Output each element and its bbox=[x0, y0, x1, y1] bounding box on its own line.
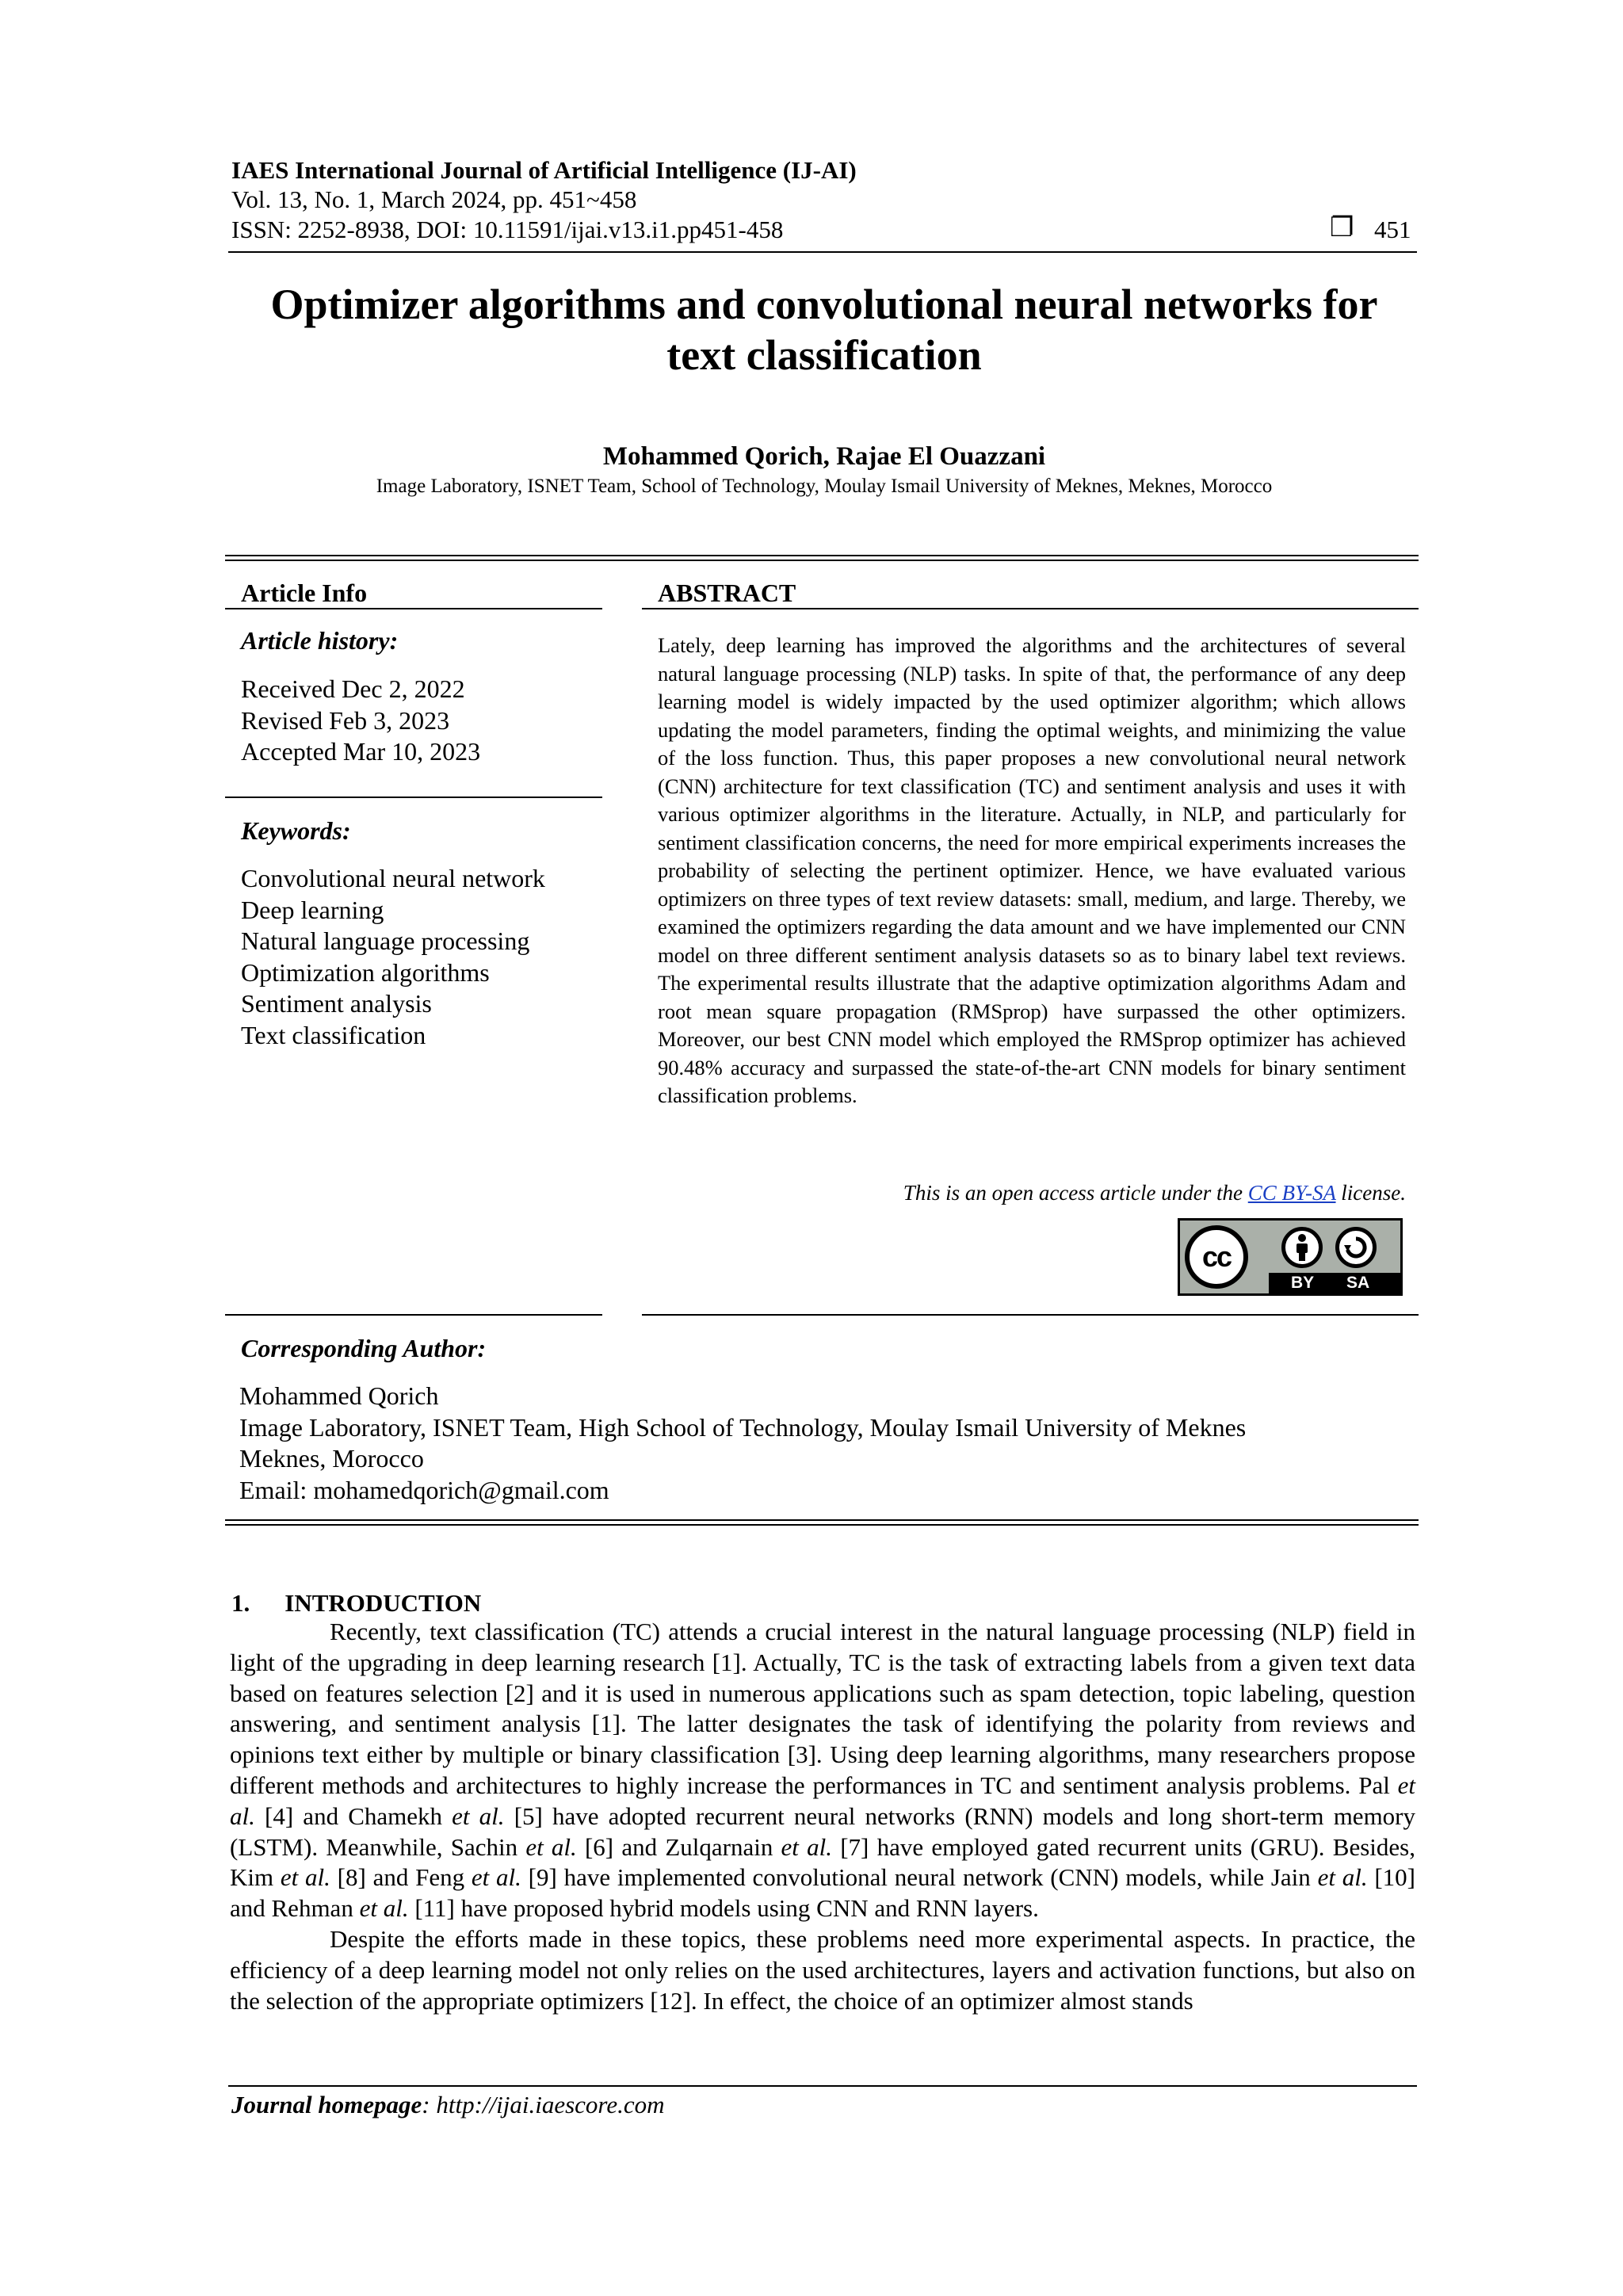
abstract-bottom-rule bbox=[642, 1314, 1419, 1316]
et-al: et al. bbox=[1317, 1863, 1368, 1892]
keywords-heading: Keywords: bbox=[241, 816, 351, 845]
et-al: et al. bbox=[471, 1863, 521, 1892]
corresponding-affiliation: Image Laboratory, ISNET Team, High School of Technology, Moulay Ismail University of Meknes bbox=[239, 1412, 1247, 1442]
open-access-notice bbox=[658, 1181, 1406, 1205]
info-box-top-rule-2 bbox=[225, 560, 1419, 561]
text-run: [10] and Rehman bbox=[230, 1863, 1416, 1923]
keyword-item: Convolutional neural network bbox=[241, 864, 545, 892]
title-line-1: Optimizer algorithms and convolutional neural networks for bbox=[270, 281, 1378, 328]
text-run: [7] have employed gated recurrent units (GRU). Besides, Kim bbox=[230, 1832, 1415, 1892]
keyword-item: Deep learning bbox=[241, 895, 384, 924]
bullet-box-icon: ❐ bbox=[1330, 213, 1354, 243]
license-link[interactable]: CC BY-SA bbox=[1247, 1181, 1336, 1205]
et-al: et al. bbox=[280, 1863, 330, 1892]
info-box-bottom-rule-2 bbox=[225, 1524, 1419, 1526]
history-accepted: Accepted Mar 10, 2023 bbox=[241, 737, 481, 766]
section-number: 1. bbox=[231, 1589, 250, 1617]
history-revised: Revised Feb 3, 2023 bbox=[241, 705, 450, 735]
text-run: [5] have adopted recurrent neural networks (RNN) models and long short-term memory (LSTM). Meanwhile, Sachin bbox=[230, 1801, 1415, 1861]
share-alike-icon bbox=[1335, 1227, 1377, 1268]
footer-rule bbox=[228, 2085, 1417, 2087]
open-access-prefix: This is an open access article under the bbox=[903, 1181, 1248, 1205]
text-run: [9] have implemented convolutional neural network (CNN) models, while Jain bbox=[521, 1863, 1318, 1892]
issn-doi: ISSN: 2252-8938, DOI: 10.11591/ijai.v13.i1.pp451-458 bbox=[231, 216, 784, 243]
cc-label-strip bbox=[1269, 1273, 1400, 1293]
cc-sa-label: SA bbox=[1346, 1274, 1370, 1292]
header-rule bbox=[228, 251, 1417, 253]
corresponding-location: Meknes, Morocco bbox=[239, 1444, 424, 1473]
abstract-text: Lately, deep learning has improved the algorithms and the architectures of several natural language processing (NLP) tasks. In spite of that, the performance of any deep learning model is widely impacted by the used optimizer algorithm; which allows updating the model parameters, finding the optimal weights, and minimizing the value of the loss function. Thus, this paper proposes a new convolutional neural network (CNN) architecture for text classification (TC) and sentiment analysis and uses it with various optimizer algorithms in the literature. Actually, in NLP, and particularly for sentiment classification concerns, the need for more empirical experiments increases the probability of selecting the pertinent optimizer. Hence, we have evaluated various optimizers on three types of text review datasets: small, medium, and large. Thereby, we examined the optimizers regarding the data amount and we have implemented our CNN model on three different sentiment analysis datasets so as to binary label text reviews. The experimental results illustrate that the adaptive optimization algorithms Adam and root mean square propagation (RMSprop) have surpassed the other optimizers. Moreover, our best CNN model which employed the RMSprop optimizer has achieved 90.48% accuracy and surpassed the state-of-the-art CNN models for binary sentiment classification problems. bbox=[658, 633, 1406, 1107]
info-box-bottom-rule-1 bbox=[225, 1519, 1419, 1521]
text-run: [6] and Zulqarnain bbox=[576, 1832, 781, 1861]
page-number: 451 bbox=[1374, 216, 1411, 243]
corresponding-heading: Corresponding Author: bbox=[241, 1334, 487, 1362]
title-line-2: text classification bbox=[666, 331, 982, 379]
keyword-item: Text classification bbox=[241, 1020, 426, 1049]
cc-by-label: BY bbox=[1291, 1274, 1315, 1292]
article-info-rule bbox=[225, 608, 602, 609]
article-history-list bbox=[241, 674, 480, 768]
volume-info: Vol. 13, No. 1, March 2024, pp. 451~458 bbox=[231, 185, 637, 213]
abstract-heading: ABSTRACT bbox=[658, 579, 796, 607]
text-run: [4] and Chamekh bbox=[254, 1801, 453, 1830]
introduction-body bbox=[230, 1617, 1415, 2016]
et-al: et al. bbox=[452, 1801, 505, 1830]
journal-name: IAES International Journal of Artificial Intelligence (IJ-AI) bbox=[231, 156, 857, 184]
abstract-rule bbox=[642, 608, 1419, 609]
info-box-top-rule-1 bbox=[225, 555, 1419, 556]
cc-logo-icon: cc bbox=[1185, 1225, 1248, 1289]
article-history-heading: Article history: bbox=[241, 626, 399, 655]
keywords-bottom-rule bbox=[225, 1314, 602, 1316]
history-received: Received Dec 2, 2022 bbox=[241, 674, 465, 703]
paper-title bbox=[230, 279, 1419, 380]
journal-homepage bbox=[231, 2091, 664, 2119]
text-run: Recently, text classification (TC) attends a crucial interest in the natural language processing (NLP) field in light of the upgrading in deep learning research [1]. Actually, TC is the task of extracting labels from a given text data based on features selection [2] and it is used in numerous applications such as spam detection, topic labeling, question answering, and sentiment analysis [1]. The latter designates the task of identifying the polarity from reviews and opinions text either by multiple or binary classification [3]. Using deep learning algorithms, many researchers propose different methods and architectures to highly increase the performances in TC and sentiment analysis problems. Pal bbox=[230, 1618, 1415, 1799]
text-run: [11] have proposed hybrid models using CNN and RNN layers. bbox=[408, 1894, 1039, 1923]
keywords-list bbox=[241, 863, 545, 1051]
cc-by-sa-badge[interactable] bbox=[1178, 1218, 1403, 1296]
corresponding-details bbox=[239, 1381, 1428, 1506]
article-info-heading: Article Info bbox=[241, 579, 368, 607]
person-icon bbox=[1281, 1227, 1323, 1268]
affiliation: Image Laboratory, ISNET Team, School of Technology, Moulay Ismail University of Meknes, Meknes, Morocco bbox=[376, 476, 1273, 497]
et-al: et al. bbox=[525, 1832, 577, 1861]
homepage-url[interactable]: : http://ijai.iaescore.com bbox=[422, 2091, 665, 2118]
history-rule bbox=[225, 797, 602, 798]
homepage-label: Journal homepage bbox=[231, 2091, 422, 2118]
section-heading-introduction bbox=[231, 1589, 481, 1618]
et-al: et al. bbox=[781, 1832, 832, 1861]
keyword-item: Natural language processing bbox=[241, 926, 530, 955]
et-al: et al. bbox=[359, 1894, 409, 1923]
keyword-item: Sentiment analysis bbox=[241, 989, 432, 1018]
et-al: et al. bbox=[230, 1771, 1415, 1830]
text-run: [8] and Feng bbox=[330, 1863, 472, 1892]
keyword-item: Optimization algorithms bbox=[241, 957, 490, 987]
authors: Mohammed Qorich, Rajae El Ouazzani bbox=[602, 442, 1046, 471]
open-access-suffix: license. bbox=[1335, 1181, 1406, 1205]
section-title: INTRODUCTION bbox=[285, 1589, 482, 1617]
corresponding-name: Mohammed Qorich bbox=[239, 1381, 439, 1410]
intro-paragraph-2: Despite the efforts made in these topics, these problems need more experimental aspects. In practice, the efficiency of a deep learning model not only relies on the used architectures, layers and activation functions, but also on the selection of the appropriate optimizers [12]. In effect, the choice of an optimizer almost stands bbox=[230, 1924, 1415, 2015]
corresponding-email: Email: mohamedqorich@gmail.com bbox=[239, 1475, 609, 1504]
intro-paragraph-1 bbox=[230, 1617, 1415, 1924]
